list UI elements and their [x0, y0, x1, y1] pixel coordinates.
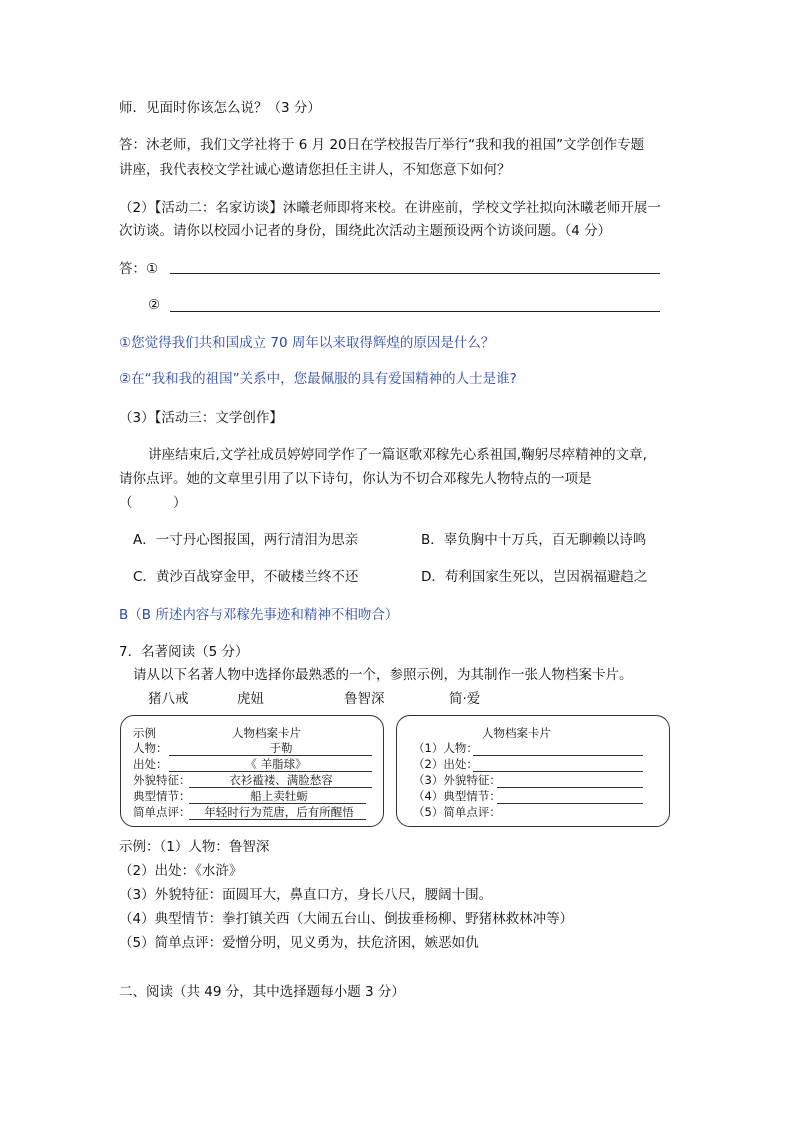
answer-label-1: 答：①: [119, 261, 159, 277]
card-field-label: 人物：: [133, 741, 168, 755]
answer-invitation: 答：沐老师，我们文学社将于 6 月 20日在学校报告厅举行“我和我的祖国”文学创作专题: [119, 137, 645, 153]
card-field-label: （2）出处：: [413, 757, 478, 771]
card-field-line: [189, 803, 366, 804]
sample-answer-line: （2）出处：《水浒》: [119, 863, 243, 879]
card-field-label: 简单点评：: [133, 805, 191, 819]
activity-3-para-2: 请你点评。她的文章里引用了以下诗句，你认为不切合邓稼先人物特点的一项是: [119, 471, 592, 487]
card-field-label: （5）简单点评：: [413, 805, 501, 819]
card-title: 人物档案卡片: [482, 726, 551, 740]
character-option: 猪八戒: [148, 691, 189, 707]
card-field-value: 《 羊脂球》: [245, 757, 307, 771]
card-example-label: 示例: [133, 726, 156, 740]
card-field-line: [169, 755, 372, 756]
sample-answer-line: 示例：（1）人物：鲁智深: [119, 839, 270, 855]
character-option: 鲁智深: [344, 691, 385, 707]
card-fill-line[interactable]: [473, 755, 643, 756]
activity-2-line2: 次访谈。请你以校园小记者的身份，围绕此次活动主题预设两个访谈问题。（4 分）: [119, 223, 612, 239]
card-field-label: 典型情节：: [133, 789, 191, 803]
option-c: C．黄沙百战穿金甲，不破楼兰终不还: [133, 569, 359, 585]
answer-choice: B（B 所述内容与邓稼先事迹和精神不相吻合）: [119, 607, 399, 623]
card-field-label: （3）外貌特征：: [413, 773, 501, 787]
option-b: B．辜负胸中十万兵，百无聊赖以诗鸣: [421, 532, 647, 548]
question-6-tail: 师．见面时你该怎么说？（3 分）: [119, 100, 321, 116]
answer-blank-line-1: [170, 273, 660, 274]
card-field-value: 衣衫褴褛、满脸愁容: [229, 773, 333, 787]
card-field-line: [189, 787, 372, 788]
activity-2-line1: （2）【活动二：名家访谈】沐曦老师即将来校。在讲座前，学校文学社拟向沐曦老师开展一: [119, 200, 661, 216]
card-field-value: 年轻时行为荒唐，后有所醒悟: [204, 805, 354, 819]
card-field-value: 船上卖牡蛎: [250, 789, 308, 803]
activity-3-para-3: （ ）: [119, 495, 187, 511]
card-field-label: 出处：: [133, 757, 168, 771]
sample-answer-line: （4）典型情节：拳打镇关西（大闹五台山、倒拔垂杨柳、野猪林救林冲等）: [119, 911, 574, 927]
card-field-label: （1）人物：: [413, 741, 478, 755]
character-option: 简·爱: [449, 691, 481, 707]
example-profile-card: [120, 715, 384, 827]
character-option: 虎妞: [237, 691, 264, 707]
option-a: A．一寸丹心图报国，两行清泪为思亲: [133, 532, 359, 548]
card-fill-line[interactable]: [497, 787, 643, 788]
answer-blank-line-2: [170, 311, 660, 312]
card-fill-line[interactable]: [497, 803, 643, 804]
card-fill-line[interactable]: [473, 771, 643, 772]
card-field-label: （4）典型情节：: [413, 789, 501, 803]
interview-question-2: ②在“我和我的祖国”关系中，您最佩服的具有爱国精神的人士是谁?: [119, 371, 517, 387]
question-7-title: 7．名著阅读（5 分）: [119, 644, 249, 660]
activity-3-para-1: 讲座结束后,文学社成员婷婷同学作了一篇讴歌邓稼先心系祖国,鞠躬尽瘁精神的文章,: [148, 447, 647, 463]
card-field-line: [189, 819, 366, 820]
sample-answer-line: （5）简单点评：爱憎分明，见义勇为，扶危济困，嫉恶如仇: [119, 935, 479, 951]
card-field-label: 外貌特征：: [133, 773, 191, 787]
sample-answer-line: （3）外貌特征：面圆耳大，鼻直口方，身长八尺，腰阔十围。: [119, 887, 493, 903]
option-d: D．苟利国家生死以，岂因祸福避趋之: [421, 569, 648, 585]
interview-question-1: ①您觉得我们共和国成立 70 周年以来取得辉煌的原因是什么？: [119, 335, 495, 351]
answer-invitation-cont: 讲座，我代表校文学社诚心邀请您担任主讲人，不知您意下如何？: [119, 162, 511, 178]
question-7-instruction: 请从以下名著人物中选择你最熟悉的一个，参照示例，为其制作一张人物档案卡片。: [133, 667, 633, 683]
section-2-heading: 二、阅读（共 49 分，其中选择题每小题 3 分）: [119, 984, 405, 1000]
blank-profile-card: [396, 715, 670, 827]
card-title: 人物档案卡片: [232, 726, 301, 740]
answer-label-2: ②: [148, 297, 161, 313]
card-field-line: [169, 771, 372, 772]
card-field-value: 于勒: [269, 741, 293, 755]
activity-3-title: （3）【活动三：文学创作】: [119, 410, 283, 426]
